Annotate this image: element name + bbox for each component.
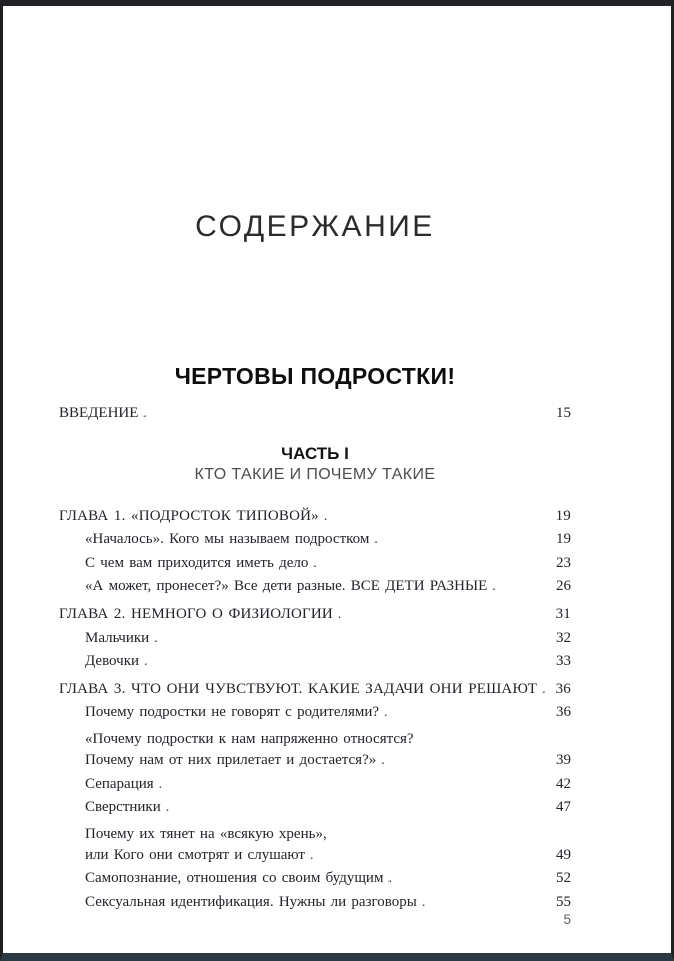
toc-entry-page-number: 31 — [555, 605, 571, 622]
toc-entry-label: ВВЕДЕНИЕ — [59, 405, 139, 421]
toc-entry — [59, 552, 571, 576]
toc-entry-label: С чем вам приходится иметь дело — [85, 554, 309, 571]
toc-entry — [59, 603, 571, 627]
toc-entry-label: «Началось». Кого мы называем подростком — [85, 531, 370, 548]
part-heading: ЧАСТЬ I — [281, 443, 349, 463]
dot-leader — [310, 844, 553, 868]
dot-leader — [492, 575, 553, 599]
toc-entry-row — [59, 749, 571, 773]
toc-entry-page-number: 15 — [556, 405, 571, 421]
toc-entry — [59, 773, 571, 797]
toc-entry-row — [59, 552, 571, 576]
toc-entry — [59, 824, 571, 868]
toc-entry-label: Почему нам от них прилетает и достается?» — [85, 751, 377, 768]
toc-entry-page-number: 33 — [556, 653, 571, 670]
toc-entry-label: Мальчики — [85, 629, 150, 646]
toc-entry — [59, 678, 571, 702]
toc-entry-label: ГЛАВА 3. ЧТО ОНИ ЧУВСТВУЮТ. КАКИЕ ЗАДАЧИ ОНИ РЕШАЮТ — [59, 680, 538, 697]
dot-leader — [159, 773, 553, 797]
toc-entry — [59, 627, 571, 651]
toc-entry-row — [59, 701, 571, 725]
toc-entry-page-number: 36 — [555, 680, 571, 697]
toc-entry-row — [59, 773, 571, 797]
toc-entry-label: ГЛАВА 1. «ПОДРОСТОК ТИПОВОЙ» — [59, 507, 319, 524]
toc-entry-row — [59, 678, 571, 702]
dot-leader — [313, 552, 553, 576]
toc-entry-page-number: 19 — [556, 531, 571, 548]
page-content — [59, 6, 571, 915]
contents-title: СОДЕРЖАНИЕ — [195, 210, 435, 243]
toc-entry-row — [59, 627, 571, 651]
toc-entry — [59, 575, 571, 599]
toc-entry-label: Почему подростки не говорят с родителями? — [85, 704, 380, 721]
toc-entry-label: Самопознание, отношения со своим будущим — [85, 870, 384, 887]
toc-entry-page-number: 36 — [556, 704, 571, 721]
toc-entry-row — [59, 528, 571, 552]
toc-entry-page-number: 39 — [556, 751, 571, 768]
toc-entry-row — [59, 505, 571, 529]
part-subtitle: КТО ТАКИЕ И ПОЧЕМУ ТАКИЕ — [194, 465, 436, 483]
toc-entry-row — [59, 796, 571, 820]
toc-entry-label: или Кого они смотрят и слушают — [85, 846, 305, 863]
toc-entry — [59, 701, 571, 725]
toc-entry-page-number: 49 — [556, 846, 571, 863]
dot-leader — [144, 650, 553, 674]
toc-entry-row — [59, 603, 571, 627]
toc-entry-row — [59, 891, 571, 915]
toc-entry-label: «А может, пронесет?» Все дети разные. ВСЕ ДЕТИ РАЗНЫЕ — [85, 578, 488, 595]
dot-leader — [374, 528, 553, 552]
toc-entry-label: Девочки — [85, 653, 140, 670]
toc-entry-page-number: 23 — [556, 554, 571, 571]
toc-entry-row — [59, 844, 571, 868]
toc-entry — [59, 867, 571, 891]
toc-entry-label: Сепарация — [85, 775, 154, 792]
toc-entry-introduction — [59, 402, 571, 426]
toc-entry-first-line: «Почему подростки к нам напряженно относятся? — [85, 730, 414, 747]
toc-entry-row — [59, 650, 571, 674]
dot-leader — [154, 627, 553, 651]
toc-entry — [59, 796, 571, 820]
toc-entry — [59, 528, 571, 552]
toc-entry-label: Сексуальная идентификация. Нужны ли разговоры — [85, 893, 417, 910]
dot-leader — [381, 749, 553, 773]
toc-entry-row — [59, 575, 571, 599]
toc-entry-page-number: 26 — [556, 578, 571, 595]
toc-entry-row — [59, 867, 571, 891]
dot-leader — [384, 701, 553, 725]
dot-leader — [542, 678, 553, 702]
footer-page-number: 5 — [563, 912, 571, 927]
toc-entry-page-number: 55 — [556, 893, 571, 910]
toc-entry — [59, 891, 571, 915]
toc-entry-first-line: Почему их тянет на «всякую хрень», — [85, 825, 327, 842]
book-title: ЧЕРТОВЫ ПОДРОСТКИ! — [174, 363, 456, 389]
toc-entries — [59, 505, 571, 915]
toc-entry-page-number: 19 — [555, 507, 571, 524]
dot-leader — [166, 796, 553, 820]
toc-entry-page-number: 42 — [556, 775, 571, 792]
dot-leader — [143, 402, 553, 426]
dot-leader — [338, 603, 553, 627]
dot-leader — [324, 505, 553, 529]
toc-entry-page-number: 47 — [556, 799, 571, 816]
toc-entry — [59, 505, 571, 529]
toc-entry-page-number: 32 — [556, 629, 571, 646]
toc-entry-label: Сверстники — [85, 799, 161, 816]
toc-entry-page-number: 52 — [556, 870, 571, 887]
dot-leader — [388, 867, 553, 891]
toc-entry — [59, 729, 571, 773]
toc-entry — [59, 650, 571, 674]
toc-entry-label: ГЛАВА 2. НЕМНОГО О ФИЗИОЛОГИИ — [59, 605, 333, 622]
dot-leader — [422, 891, 553, 915]
